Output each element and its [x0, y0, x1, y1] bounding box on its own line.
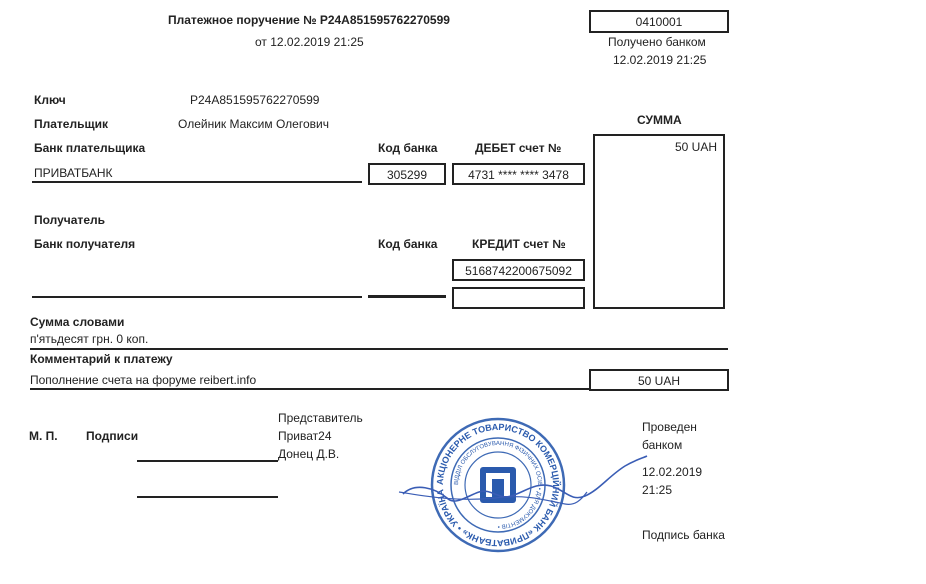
- done-line1: Проведен: [642, 420, 697, 434]
- credit-account: 516874220067509​2: [465, 264, 572, 278]
- payer-bank-code: 305299: [386, 168, 428, 182]
- recipient-bank-underline: [32, 296, 362, 298]
- signature-line-1: [137, 460, 278, 462]
- key-value: P24A851595762270599: [190, 93, 320, 107]
- recipient-extra-box: [452, 287, 585, 309]
- document-date: от 12.02.2019 21:25: [255, 35, 364, 49]
- mp-label: М. П.: [29, 429, 58, 443]
- debit-account: 4731 **** **** 3478: [468, 168, 569, 182]
- payer-bank-name: ПРИВАТБАНК: [34, 166, 113, 180]
- payer-label: Плательщик: [34, 117, 108, 131]
- rep-line2: Приват24: [278, 429, 332, 443]
- sum-label: СУММА: [637, 113, 682, 127]
- rep-line3: Донец Д.В.: [278, 447, 340, 461]
- recipient-bank-code-underline: [368, 295, 446, 298]
- payer-name: Олейник Максим Олегович: [178, 117, 329, 131]
- key-label: Ключ: [34, 93, 66, 107]
- comment-underline: [30, 388, 590, 390]
- debit-account-box: [452, 163, 585, 185]
- signs-label: Подписи: [86, 429, 139, 443]
- credit-account-box: [452, 259, 585, 281]
- recipient-bank-code-label: Код банка: [378, 237, 438, 251]
- words-value: п'ятьдесят грн. 0 коп.: [30, 332, 149, 346]
- comment-amount: 50 UAH: [637, 374, 681, 388]
- comment-amount-box: [589, 369, 729, 391]
- debit-label: ДЕБЕТ счет №: [475, 141, 562, 155]
- sum-value: 50 UAH: [674, 140, 717, 154]
- done-line2: банком: [642, 438, 683, 452]
- bank-sign-label: Подпись банка: [642, 528, 725, 542]
- handwritten-signature: [395, 452, 655, 532]
- stamp-ring-text: АКЦІОНЕРНЕ ТОВАРИСТВО КОМЕРЦІЙНИЙ БАНК «ПРИВАТБАНК» • УКРАЇНА • 14360570 •: [425, 407, 562, 549]
- document-title: Платежное поручение № P24A851595762270599: [168, 13, 450, 27]
- payer-bank-underline: [32, 181, 362, 183]
- form-code: 0410001: [635, 15, 683, 29]
- payer-bank-label: Банк плательщика: [34, 141, 146, 155]
- recipient-bank-label: Банк получателя: [34, 237, 136, 251]
- signature-line-2: [137, 496, 278, 498]
- payer-bank-code-label: Код банка: [378, 141, 438, 155]
- form-code-box: [589, 10, 729, 33]
- done-date: 12.02.2019: [642, 465, 703, 479]
- stamp-inner-text: ВІДДІЛ ОБСЛУГОВУВАННЯ ФІЗИЧНИХ ОСІБ • ДЛЯ ДОКУМЕНТІВ •: [453, 440, 543, 530]
- words-divider: [30, 348, 728, 350]
- words-label: Сумма словами: [30, 315, 125, 329]
- received-label: Получено банком: [608, 35, 706, 49]
- recipient-label: Получатель: [34, 213, 105, 227]
- sum-box: [593, 134, 725, 309]
- comment-label: Комментарий к платежу: [30, 352, 173, 366]
- rep-line1: Представитель: [278, 411, 363, 425]
- comment-value: Пополнение счета на форуме reibert.info: [30, 373, 257, 387]
- payer-bank-code-box: [368, 163, 446, 185]
- received-datetime: 12.02.2019 21:25: [613, 53, 707, 67]
- done-time: 21:25: [642, 483, 673, 497]
- credit-label: КРЕДИТ счет №: [472, 237, 566, 251]
